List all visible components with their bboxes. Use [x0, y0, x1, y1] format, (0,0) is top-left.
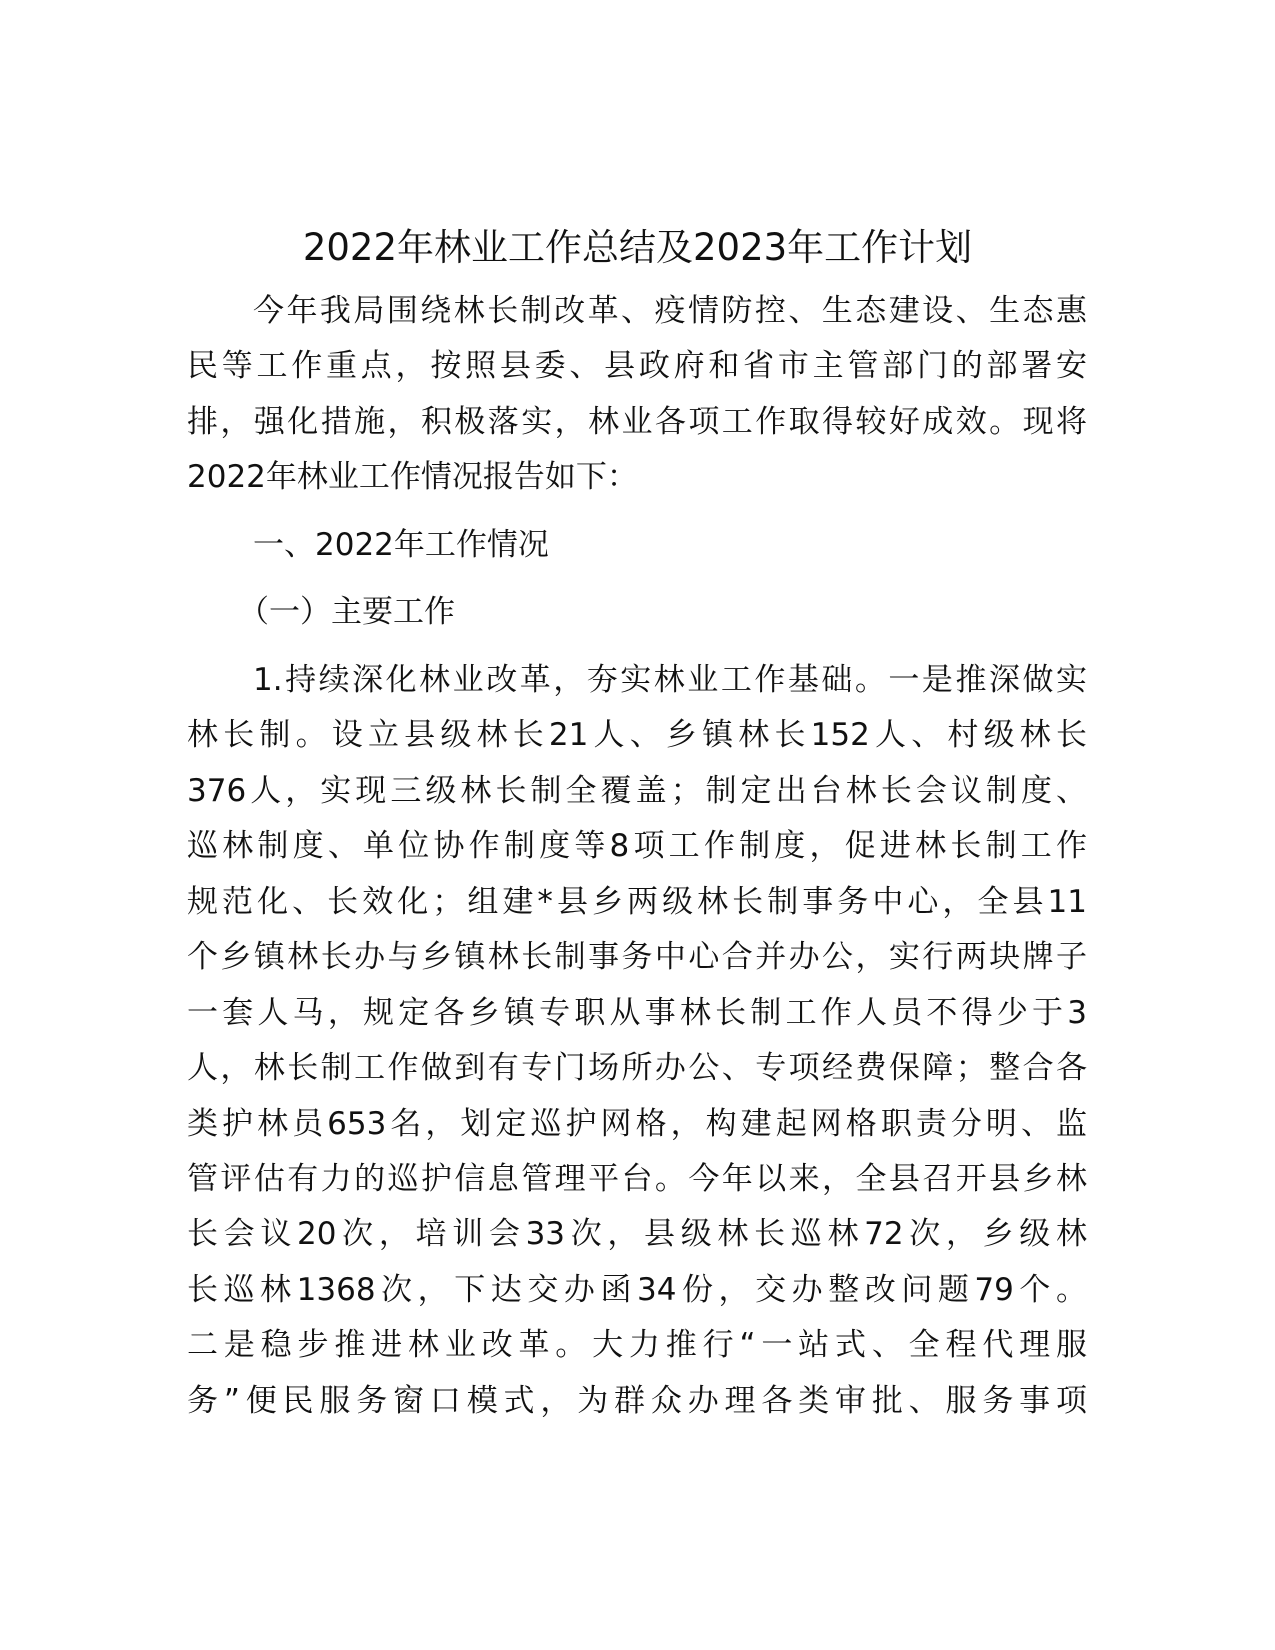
subsection-heading: （一）主要工作	[238, 594, 455, 630]
body-line: 管评估有力的巡护信息管理平台。今年以来，全县召开县乡林	[187, 1161, 1087, 1197]
body-line: 类护林员653名，划定巡护网格，构建起网格职责分明、监	[187, 1106, 1087, 1142]
intro-line: 2022年林业工作情况报告如下：	[187, 459, 638, 495]
body-line: 规范化、长效化；组建*县乡两级林长制事务中心，全县11	[187, 884, 1087, 920]
body-line: 1.持续深化林业改革，夯实林业工作基础。一是推深做实	[253, 662, 1087, 698]
body-line: 长会议20次，培训会33次，县级林长巡林72次，乡级林	[187, 1216, 1087, 1252]
body-line: 二是稳步推进林业改革。大力推行“一站式、全程代理服	[187, 1327, 1087, 1363]
body-line: 人，林长制工作做到有专门场所办公、专项经费保障；整合各	[187, 1050, 1087, 1086]
body-line: 376人，实现三级林长制全覆盖；制定出台林长会议制度、	[187, 773, 1087, 809]
body-line: 个乡镇林长办与乡镇林长制事务中心合并办公，实行两块牌子	[187, 939, 1087, 975]
section-heading: 一、2022年工作情况	[253, 527, 549, 563]
body-line: 巡林制度、单位协作制度等8项工作制度，促进林长制工作	[187, 828, 1087, 864]
body-line: 一套人马，规定各乡镇专职从事林长制工作人员不得少于3	[187, 995, 1087, 1031]
intro-line: 今年我局围绕林长制改革、疫情防控、生态建设、生态惠	[253, 293, 1087, 329]
intro-line: 排，强化措施，积极落实，林业各项工作取得较好成效。现将	[187, 404, 1087, 440]
document-title: 2022年林业工作总结及2023年工作计划	[302, 226, 973, 269]
body-line: 务”便民服务窗口模式，为群众办理各类审批、服务事项	[187, 1383, 1087, 1419]
body-line: 林长制。设立县级林长21人、乡镇林长152人、村级林长	[187, 717, 1087, 753]
intro-line: 民等工作重点，按照县委、县政府和省市主管部门的部署安	[187, 348, 1087, 384]
body-line: 长巡林1368次，下达交办函34份，交办整改问题79个。	[187, 1272, 1087, 1308]
